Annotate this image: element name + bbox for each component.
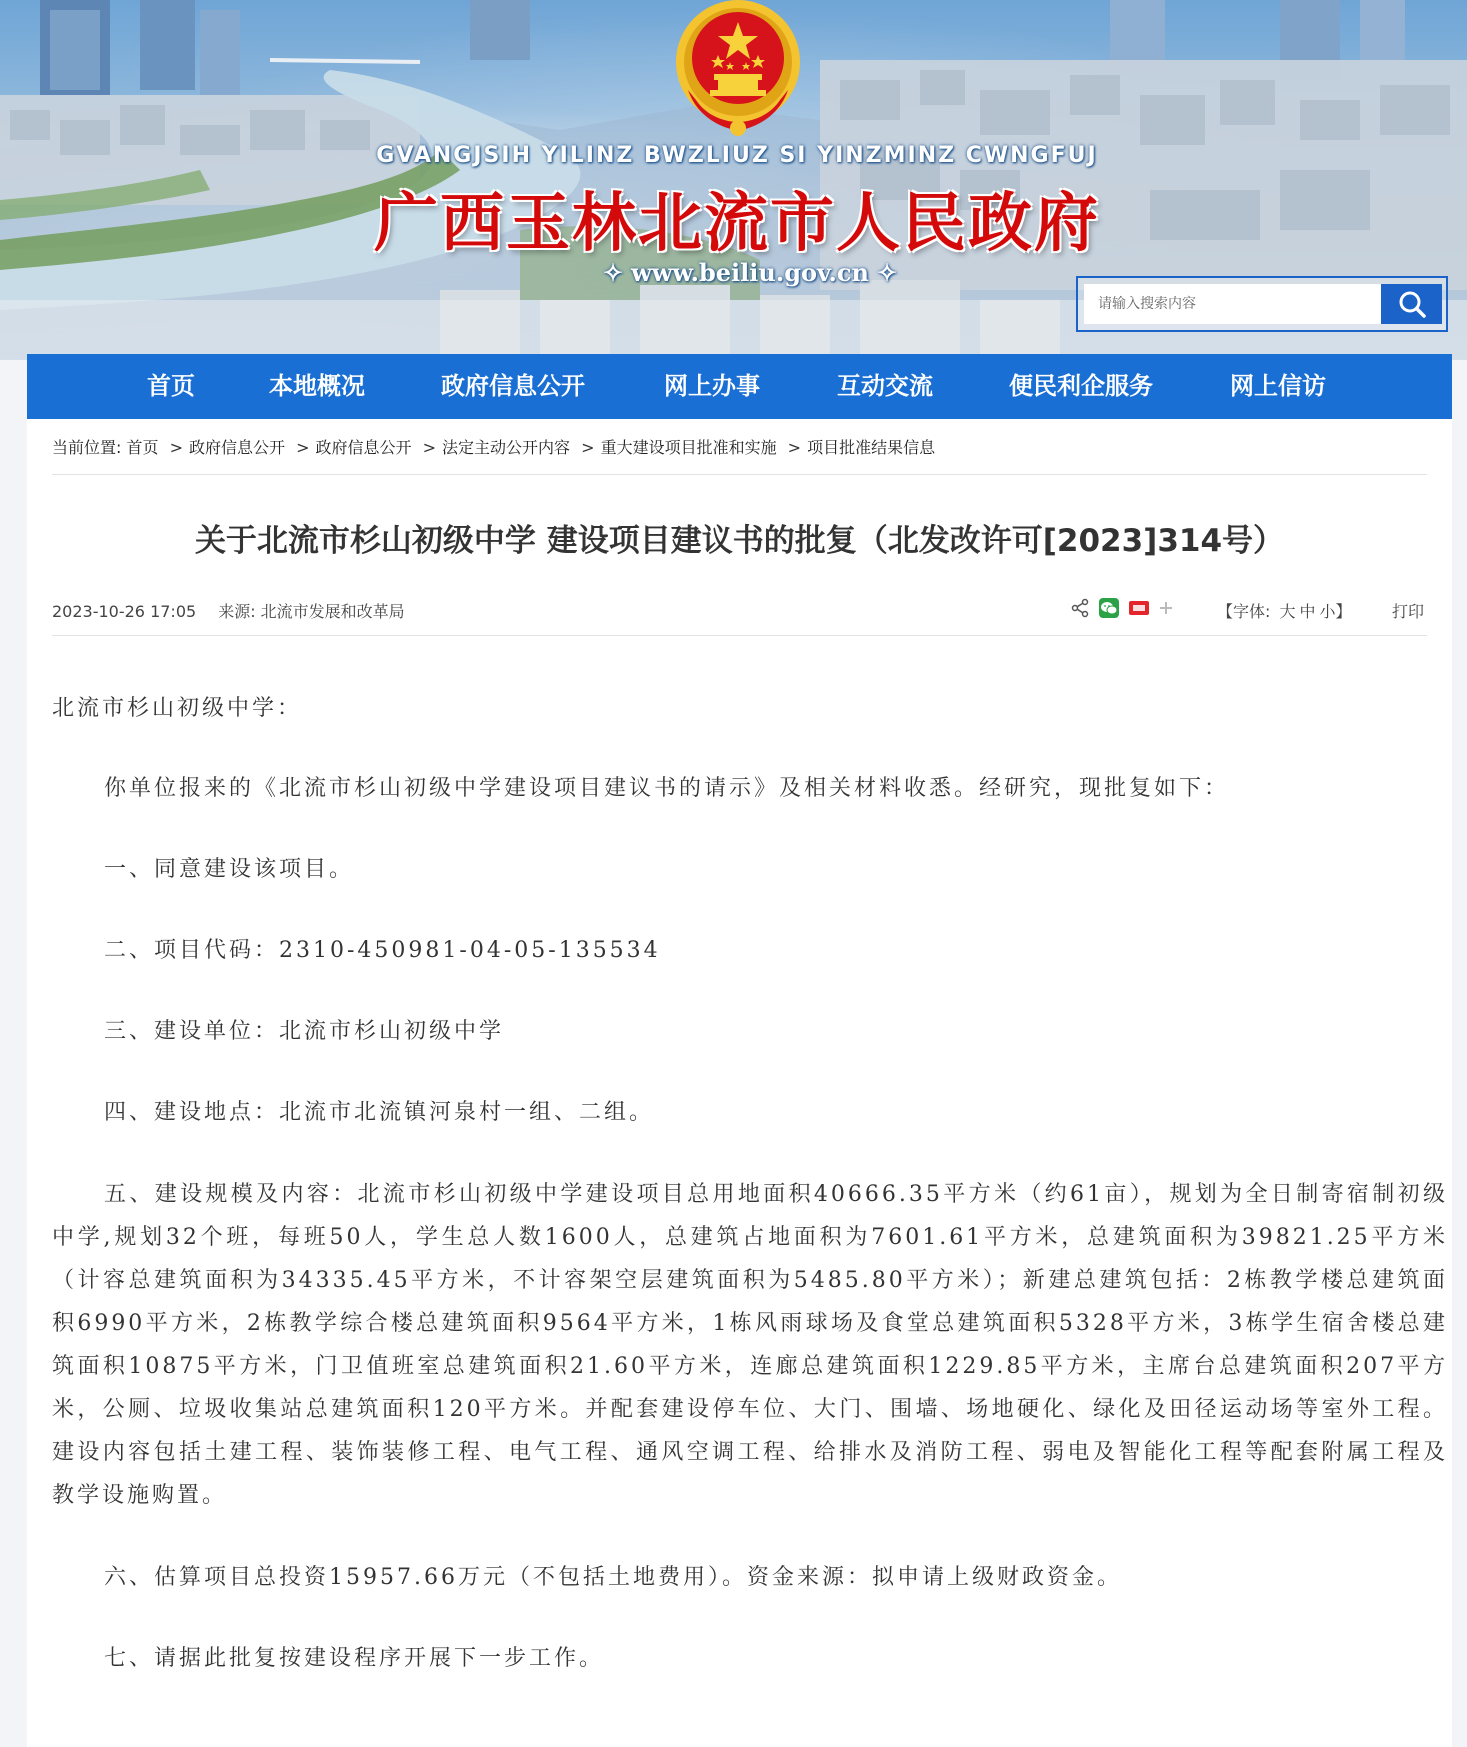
site-title: 广西玉林北流市人民政府 — [374, 186, 1100, 261]
search-button[interactable] — [1381, 284, 1442, 324]
breadcrumb-item-gov-info-2[interactable]: 政府信息公开 — [315, 438, 412, 457]
nav-item-online-services[interactable]: 网上办事 — [664, 372, 760, 400]
article-source: 来源: 北流市发展和改革局 — [218, 602, 405, 621]
knot-icon: ✧ — [876, 258, 898, 287]
print-button[interactable]: 打印 — [1392, 602, 1425, 621]
article-paragraph: 五、建设规模及内容：北流市杉山初级中学建设项目总用地面积40666.35平方米（约61亩），规划为全日制寄宿制初级中学,规划32个班，每班50人，学生总人数1600人，总建筑占地面积为7601.61平方米，总建筑面积为39821.25平方米（计容总建筑面积为34335.45平方米，不计容架空层建筑面积为5485.80平方米）；新建总建筑包括：2栋教学楼总建筑面积6990平方米，2栋教学综合楼总建筑面积9564平方米，1栋风雨球场及食堂总建筑面积5328平方米，3栋学生宿舍楼总建筑面积10875平方米，门卫值班室总建筑面积21.60平方米，连廊总建筑面积1229.85平方米，主席台总建筑面积207平方米，公厕、垃圾收集站总建筑面积120平方米。并配套建设停车位、大门、围墙、场地硬化、绿化及田径运动场等室外工程。建设内容包括土建工程、装饰装修工程、电气工程、通风空调工程、给排水及消防工程、弱电及智能化工程等配套附属工程及教学设施购置。 — [52, 1182, 1448, 1508]
breadcrumb-item-approval-results[interactable]: 项目批准结果信息 — [807, 438, 936, 457]
divider — [52, 474, 1427, 475]
site-title-pinyin: GVANGJSIH YILINZ BWZLIUZ SI YINZMINZ CWNGFUJ — [376, 143, 1098, 168]
font-size-control: 【字体: 大 中 小】 — [1217, 602, 1352, 621]
font-size-medium[interactable]: 中 — [1299, 602, 1316, 621]
breadcrumb-separator: > — [296, 438, 310, 457]
plus-icon[interactable] — [1158, 600, 1174, 616]
article-meta — [52, 599, 405, 622]
breadcrumb-item-major-projects[interactable]: 重大建设项目批准和实施 — [600, 438, 777, 457]
article-addressee: 北流市杉山初级中学： — [52, 696, 303, 721]
site-url: ✧ www.beiliu.gov.cn ✧ — [602, 258, 898, 287]
article-paragraph: 你单位报来的《北流市杉山初级中学建设项目建议书的请示》及相关材料收悉。经研究，现批复如下： — [104, 776, 1230, 801]
article-paragraph: 七、请据此批复按建设程序开展下一步工作。 — [104, 1646, 605, 1671]
breadcrumb-separator: > — [787, 438, 802, 457]
nav-item-convenience-services[interactable]: 便民利企服务 — [1009, 372, 1153, 400]
breadcrumb-separator: > — [422, 438, 437, 457]
breadcrumb-separator: > — [169, 438, 184, 457]
nav-item-gov-info[interactable]: 政府信息公开 — [441, 372, 585, 400]
nav-item-interaction[interactable]: 互动交流 — [837, 372, 933, 400]
share-icon[interactable] — [1070, 598, 1090, 618]
font-size-small[interactable]: 小 — [1319, 602, 1336, 621]
article-title: 关于北流市杉山初级中学 建设项目建议书的批复（北发改许可[2023]314号） — [194, 523, 1285, 559]
main-nav — [27, 354, 1452, 419]
search-icon — [1397, 289, 1427, 319]
share-bar — [1070, 595, 1174, 621]
article-paragraph: 六、估算项目总投资15957.66万元（不包括土地费用）。资金来源：拟申请上级财政资金。 — [104, 1565, 1122, 1590]
article-paragraph: 二、项目代码：2310-450981-04-05-135534 — [104, 938, 661, 963]
breadcrumb — [52, 435, 935, 458]
breadcrumb-item-gov-info[interactable]: 政府信息公开 — [189, 438, 286, 457]
national-emblem-icon — [668, 0, 808, 140]
weibo-icon[interactable] — [1128, 597, 1150, 619]
wechat-icon[interactable] — [1098, 597, 1120, 619]
breadcrumb-item-statutory-disclosure[interactable]: 法定主动公开内容 — [442, 438, 571, 457]
breadcrumb-separator: > — [581, 438, 595, 457]
article-paragraph: 一、同意建设该项目。 — [104, 857, 355, 882]
knot-icon: ✧ — [602, 258, 624, 287]
divider — [52, 635, 1427, 636]
article-date: 2023-10-26 17:05 — [52, 602, 197, 621]
content-panel — [27, 419, 1452, 1747]
article-paragraph: 四、建设地点：北流市北流镇河泉村一组、二组。 — [104, 1100, 655, 1125]
search-box — [1076, 276, 1448, 332]
nav-item-local-overview[interactable]: 本地概况 — [269, 372, 365, 400]
breadcrumb-item-home[interactable]: 首页 — [126, 438, 159, 457]
site-banner — [0, 0, 1467, 360]
nav-item-online-petition[interactable]: 网上信访 — [1230, 372, 1326, 400]
breadcrumb-prefix: 当前位置: — [52, 438, 122, 457]
nav-item-home[interactable]: 首页 — [147, 372, 195, 400]
font-size-large[interactable]: 大 — [1279, 602, 1296, 621]
article-paragraph: 三、建设单位：北流市杉山初级中学 — [104, 1019, 505, 1044]
article-body — [52, 694, 1448, 1725]
search-input[interactable] — [1084, 284, 1384, 324]
